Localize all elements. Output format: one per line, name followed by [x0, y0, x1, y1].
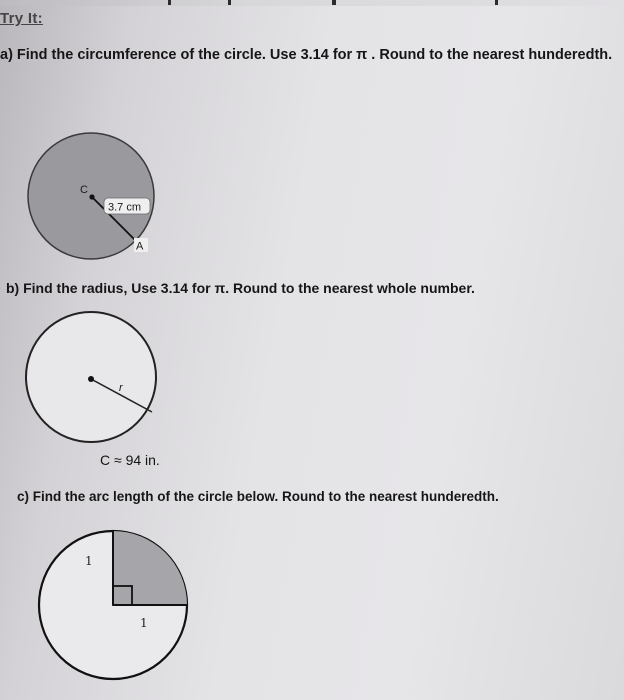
center-point-a: [89, 194, 94, 199]
question-b-caption: C ≈ 94 in.: [100, 452, 160, 468]
vertical-label-c: 1: [85, 554, 93, 568]
question-b-text: b) Find the radius, Use 3.14 for π. Round to the nearest whole number.: [6, 280, 475, 296]
question-c-text: c) Find the arc length of the circle below. Round to the nearest hunderedth.: [17, 489, 499, 504]
horizontal-label-c: 1: [140, 616, 148, 630]
figure-b: [26, 312, 156, 442]
center-label-a: C: [80, 184, 88, 196]
radius-label-b: r: [119, 382, 123, 394]
figure-c: [39, 531, 187, 679]
shaded-sector-c: [113, 531, 187, 605]
try-it-heading: Try It:: [0, 10, 43, 27]
center-point-b: [88, 376, 94, 382]
question-a-text: a) Find the circumference of the circle. Use 3.14 for π . Round to the nearest hunderedth.: [0, 47, 613, 63]
point-label-a: A: [136, 240, 144, 253]
radius-label-a: 3.7 cm: [108, 201, 142, 214]
figure-a: [28, 133, 154, 259]
